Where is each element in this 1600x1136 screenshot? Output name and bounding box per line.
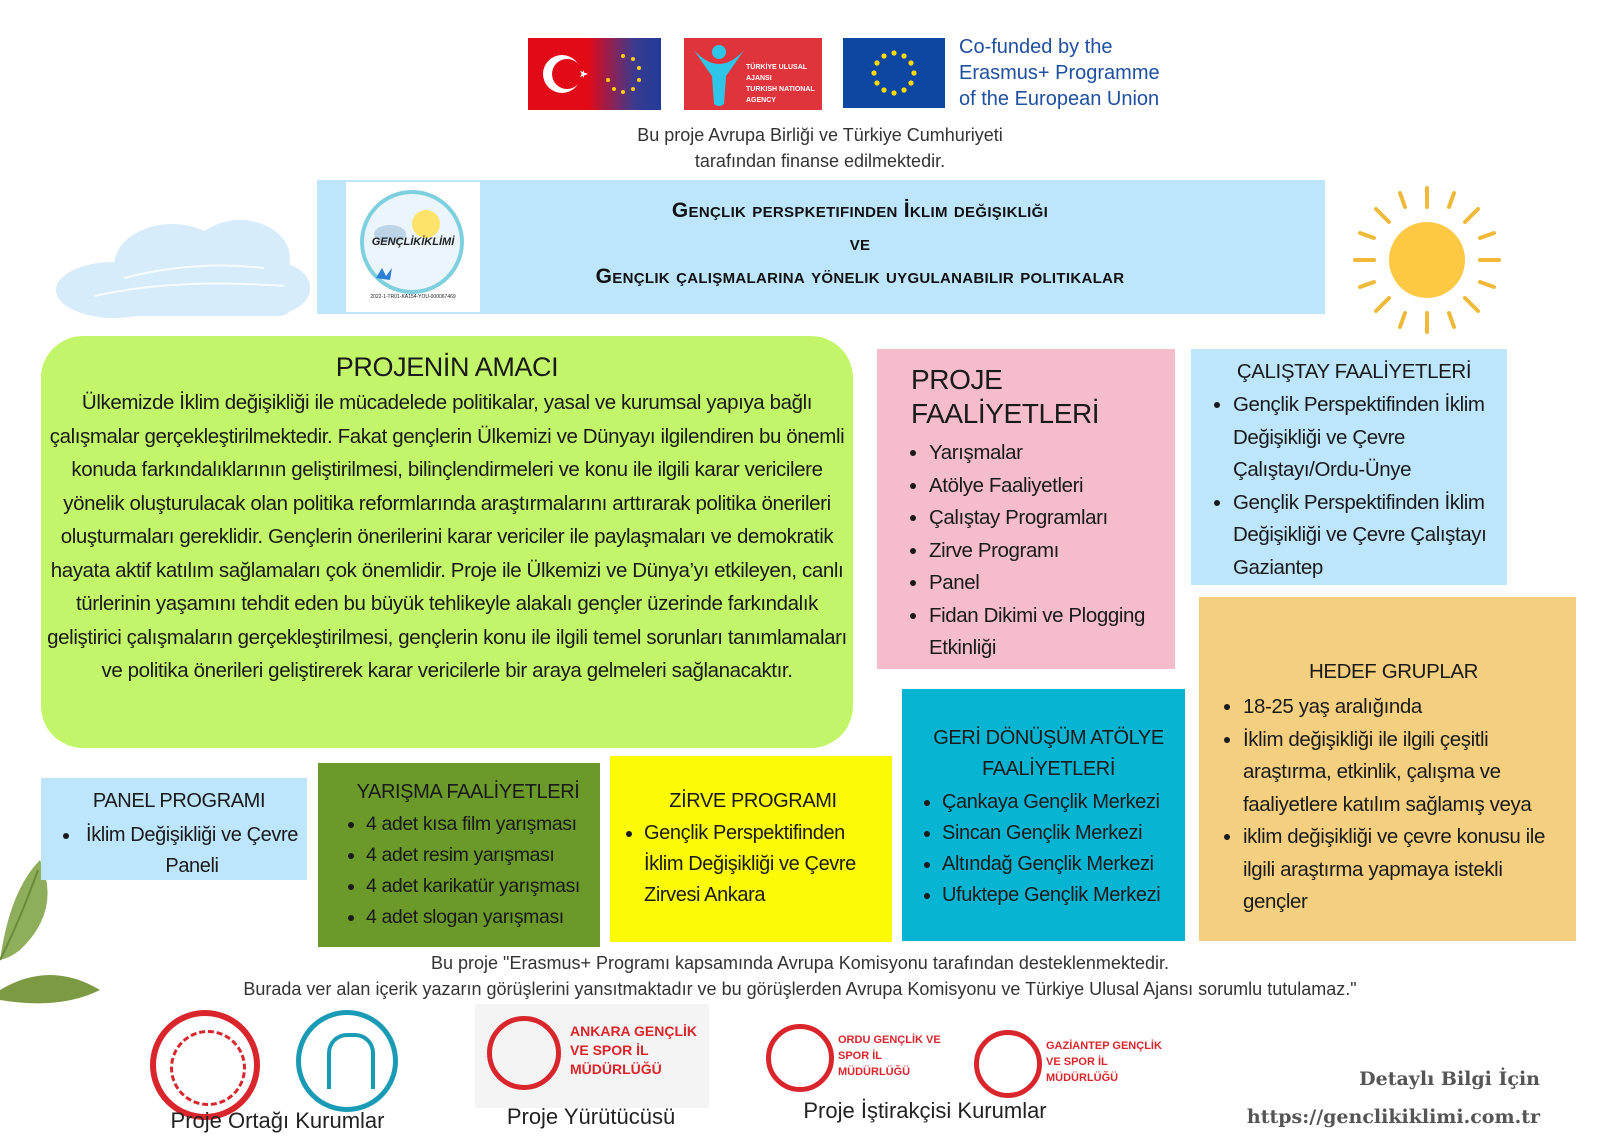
list-item: • 4 adet resim yarışması: [366, 840, 596, 871]
eu-stars-icon: [843, 38, 945, 108]
list-item: • Çankaya Gençlik Merkezi: [942, 787, 1181, 818]
panel-program-title: PANEL PROGRAMI: [92, 790, 266, 812]
workshop-activities-box: [1191, 349, 1507, 585]
list-item: • Yarışmalar: [929, 437, 1175, 470]
caption-partners: Proje Ortağı Kurumlar: [170, 1108, 385, 1133]
summit-program-title: ZİRVE PROGRAMI: [669, 790, 837, 812]
crescent-star-icon: [528, 38, 661, 110]
competition-activities-title: YARIŞMA FAALİYETLERİ: [356, 781, 580, 803]
project-aim-title: PROJENİN AMACI: [335, 352, 559, 382]
workshop-activities-title: ÇALIŞTAY FAALİYETLERİ: [1236, 360, 1472, 383]
sun-icon: [1352, 185, 1502, 335]
finance-statement: Bu proje Avrupa Birliği ve Türkiye Cumhuriyeti tarafından finanse edilmektedir.: [637, 125, 1003, 171]
list-item: • iklim değişikliği ve çevre konusu ile ilgili araştırma yapmaya istekli gençler: [1243, 821, 1570, 919]
detail-info: [1240, 1060, 1540, 1136]
ankara-governorship-seal: [150, 1010, 260, 1120]
gaziantep-gsb-logo: [974, 1030, 1174, 1100]
gsb-seal-icon: [974, 1030, 1042, 1098]
gsb-seal-icon: [766, 1024, 834, 1092]
recycling-workshop-box: [902, 689, 1185, 941]
project-aim-text: Ülkemizde İklim değişikliği ile mücadelede politikalar, yasal ve kurumsal yapıya bağlı çalışmalar gerçekleştirilmektedir. Fakat gençlerin Ülkemizi ve Dünyayı ilgilendiren bu önemli konuda farkındalıklarının geliştirilmesi, bilinçlendirmeleri ve konu ile ilgili karar vericilere yönelik oluşturulacak olan politika reformlarında araştırmalarını arttırarak politika önerileri oluşturmaları gereklidir. Gençlerin önerilerini karar vericiler ile paylaşmaları ve demokratik hayata aktif katılım sağlamaları çok önemlidir. Proje ile Ülkemizi ve Dünya’yı etkileyen, canlı türlerinin yaşamını tehdit eden bu büyük tehlikeyle alakalı gençler üzerinde farkındalık geliştirici çalışmaların gerçekleştirilmesi, gençlerin konu ile ilgili temel sorunları tanımlamaları ve politika önerileri geliştirerek karar vericilerle bir araya gelmeleri sağlanacaktır.: [47, 391, 847, 682]
list-item: • 18-25 yaş aralığında: [1243, 691, 1570, 724]
list-item: • 4 adet kısa film yarışması: [366, 809, 596, 840]
list-item: • Fidan Dikimi ve Plogging Etkinliği: [929, 600, 1175, 665]
turkish-national-agency-logo: [684, 38, 822, 110]
list-item: • Gençlik Perspektifinden İklim Değişikliği ve Çevre Zirvesi Ankara: [644, 818, 888, 911]
recycling-workshop-title: GERİ DÖNÜŞÜM ATÖLYE FAALİYETLERİ: [933, 727, 1164, 780]
ua-logo-text: TÜRKİYE ULUSAL AJANSI TURKISH NATIONAL AGENCY: [746, 64, 815, 104]
list-item: • İklim Değişikliği ve Çevre Paneli: [81, 820, 303, 882]
caption-executor: Proje Yürütücüsü: [506, 1104, 676, 1129]
turkey-eu-flag-logo: [528, 38, 661, 110]
panel-program-box: [41, 778, 307, 880]
list-item: • 4 adet slogan yarışması: [366, 902, 596, 933]
project-title: Gençlik perspketifinden İklim değişikliği ve Gençlik çalışmalarına yönelik uygulanabilir politikalar: [595, 199, 1125, 288]
project-aim-box: [41, 336, 853, 748]
list-item: • Zirve Programı: [929, 535, 1175, 568]
ordu-gsb-logo: [766, 1024, 956, 1094]
list-item: • Altındağ Gençlik Merkezi: [942, 849, 1181, 880]
list-item: • İklim değişikliği ile ilgili çeşitli araştırma, etkinlik, çalışma ve faaliyetlere katılım sağlamış veya: [1243, 724, 1570, 822]
cofunded-text: Co-funded by the Erasmus+ Programme of the European Union: [959, 36, 1160, 110]
arch-icon: [327, 1033, 375, 1089]
seal-inner-icon: [170, 1030, 246, 1106]
eu-flag-logo: [843, 38, 945, 108]
project-activities-box: [877, 349, 1175, 669]
gsb-gaziantep-text: GAZİANTEP GENÇLİK VE SPOR İL MÜDÜRLÜĞÜ: [1046, 1040, 1162, 1084]
list-item: • Gençlik Perspektifinden İklim Değişikliği ve Çevre Çalıştayı/Ordu-Ünye: [1233, 389, 1501, 487]
disclaimer-note: Bu proje "Erasmus+ Programı kapsamında Avrupa Komisyonu tarafından desteklenmektedir. Burada ver alan içerik yazarın görüşlerini yansıtmaktadır ve bu görüşlerden Avrupa Komisyonu ve Türkiye Ulusal Ajansı sorumlu tutulamaz.": [243, 953, 1357, 999]
project-activities-title: PROJE FAALİYETLERİ: [911, 364, 1100, 429]
list-item: • Ufuktepe Gençlik Merkezi: [942, 880, 1181, 911]
logo-code: 2022-1-TR01-KA154-YOU-000067469: [370, 294, 456, 300]
list-item: • Panel: [929, 567, 1175, 600]
target-groups-title: HEDEF GRUPLAR: [1308, 660, 1479, 683]
list-item: • Sincan Gençlik Merkezi: [942, 818, 1181, 849]
gsb-ankara-text: ANKARA GENÇLİK VE SPOR İL MÜDÜRLÜĞÜ: [570, 1023, 698, 1077]
target-groups-box: [1199, 597, 1576, 941]
ankara-gsb-logo: [475, 1004, 709, 1108]
competition-activities-box: [318, 763, 600, 947]
website-link[interactable]: https://genclikiklimi.com.tr: [1246, 1106, 1540, 1128]
caption-participants: Proje İştirakçisi Kurumlar: [803, 1098, 1047, 1123]
list-item: • Atölye Faaliyetleri: [929, 470, 1175, 503]
cloud-icon: [54, 208, 312, 326]
gsb-seal-icon: [487, 1016, 561, 1090]
detail-label: Detaylı Bilgi İçin: [1359, 1068, 1540, 1090]
gsb-ordu-text: ORDU GENÇLİK VE SPOR İL MÜDÜRLÜĞÜ: [838, 1034, 941, 1078]
list-item: • Çalıştay Programları: [929, 502, 1175, 535]
logo-text: GENÇLİKİKLİMİ: [371, 236, 455, 248]
aybu-university-seal: [296, 1010, 398, 1112]
genclikiklimi-logo: [346, 182, 480, 312]
figure-icon: [684, 38, 754, 110]
summit-program-box: [610, 756, 892, 942]
list-item: • 4 adet karikatür yarışması: [366, 871, 596, 902]
list-item: • Gençlik Perspektifinden İklim Değişikliği ve Çevre Çalıştayı Gaziantep: [1233, 487, 1501, 585]
